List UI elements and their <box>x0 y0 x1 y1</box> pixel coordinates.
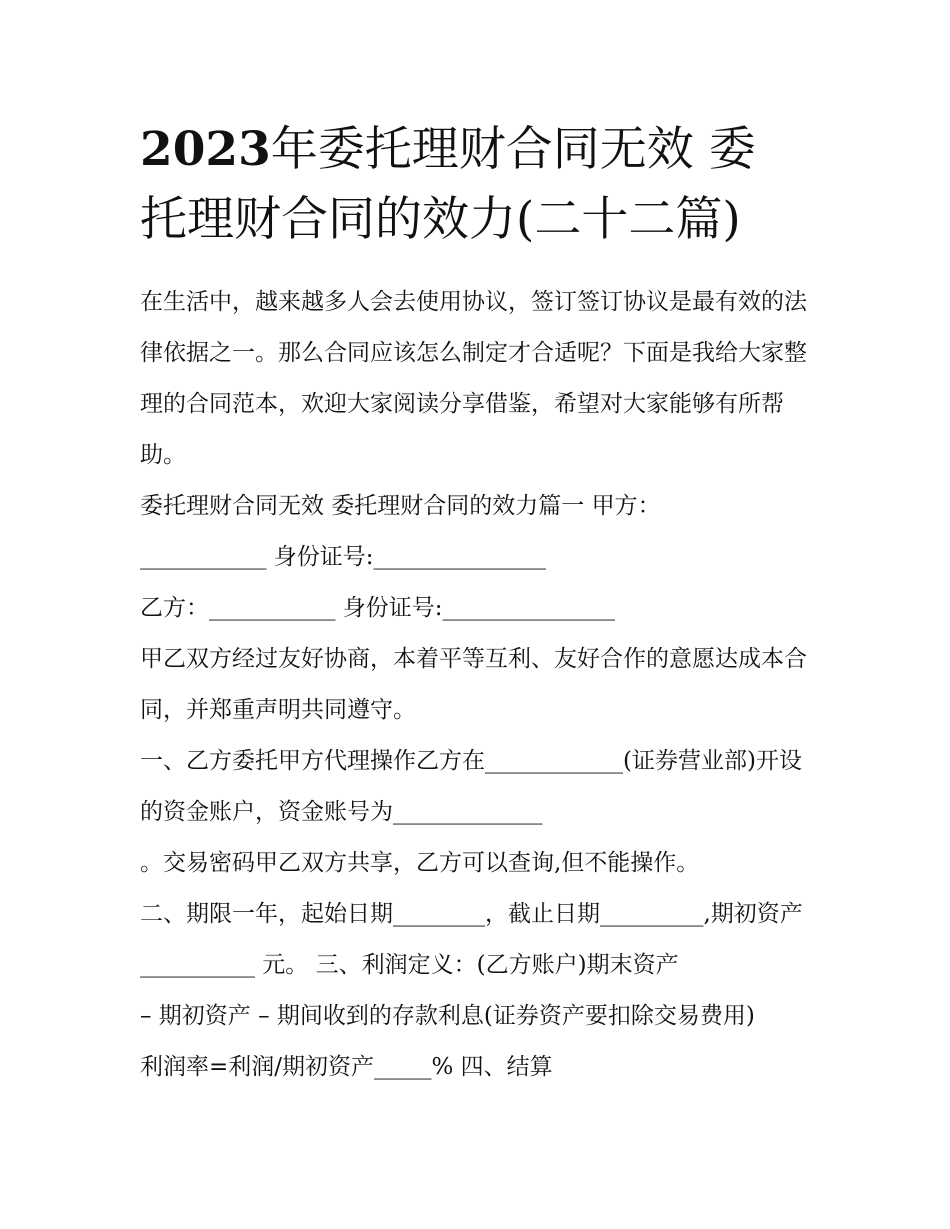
profit-definition: – 期初资产 – 期间收到的存款利息(证券资产要扣除交易费用) <box>140 1003 755 1029</box>
document-title <box>140 115 820 255</box>
party-a-id-line: ___________ 身份证号:_______________ <box>140 544 547 570</box>
intro-paragraph: 在生活中，越来越多人会去使用协议，签订签订协议是最有效的法律依据之一。那么合同应该怎么制定才合适呢？下面是我给大家整理的合同范本，欢迎大家阅读分享借鉴，希望对大家能够有所帮助。 <box>140 289 807 468</box>
section-heading: 委托理财合同无效 委托理财合同的效力篇一 甲方： <box>140 493 661 519</box>
title-year: 2023 <box>140 122 271 177</box>
document-page <box>140 115 820 1093</box>
profit-rate-line: 利润率=利润/期初资产_____% 四、结算 <box>140 1054 553 1080</box>
clause-one: 一、乙方委托甲方代理操作乙方在____________(证券营业部)开设的资金账户，资金账号为_____________ <box>140 748 802 825</box>
title-line-1: 年委托理财合同无效 委 <box>270 122 756 177</box>
clause-one-continued: 。交易密码甲乙双方共享，乙方可以查询,但不能操作。 <box>140 850 700 876</box>
agreement-paragraph: 甲乙双方经过友好协商，本着平等互利、友好合作的意愿达成本合同，并郑重声明共同遵守。 <box>140 646 807 723</box>
title-line-2: 托理财合同的效力(二十二篇) <box>140 192 741 247</box>
party-b-line: 乙方：___________ 身份证号:_______________ <box>140 595 616 621</box>
clause-two-three: 二、期限一年，起始日期________，截止日期_________,期初资产__________ 元。 三、利润定义：(乙方账户)期末资产 <box>140 901 803 978</box>
